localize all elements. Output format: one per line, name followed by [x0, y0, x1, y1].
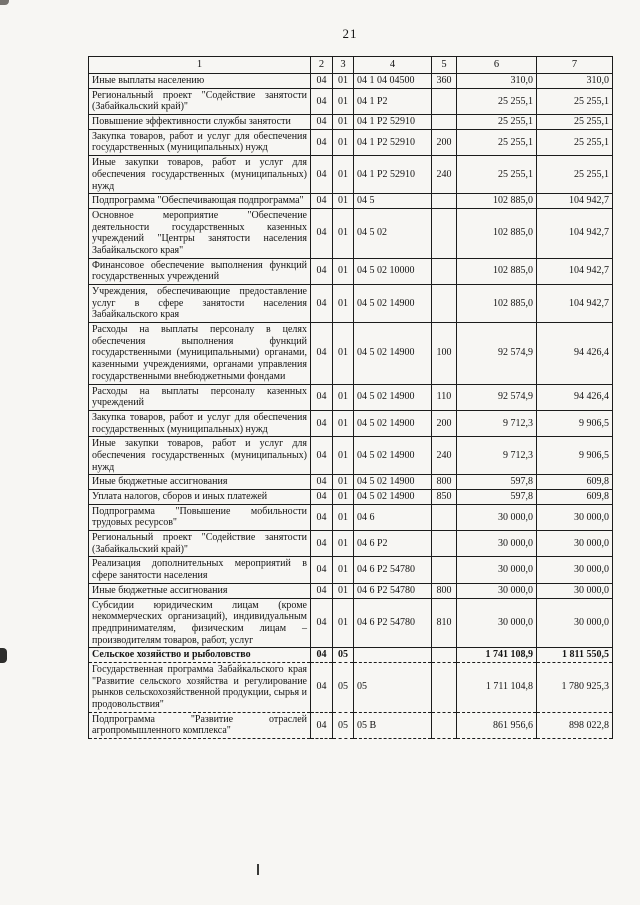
scan-artifact — [257, 864, 259, 875]
column-header: 7 — [537, 57, 613, 74]
cell-expense-type — [432, 285, 457, 323]
cell-expense-type: 360 — [432, 74, 457, 89]
cell-subsection: 01 — [333, 531, 354, 557]
cell-amount-year2: 9 906,5 — [537, 410, 613, 436]
cell-expense-type — [432, 662, 457, 712]
table-row — [89, 115, 613, 130]
cell-expense-type — [432, 208, 457, 258]
cell-amount-year1: 1 741 108,9 — [457, 648, 537, 663]
cell-section: 04 — [311, 88, 333, 114]
cell-subsection: 05 — [333, 662, 354, 712]
table-row — [89, 323, 613, 384]
cell-expense-type — [432, 194, 457, 209]
cell-subsection: 01 — [333, 598, 354, 648]
cell-section: 04 — [311, 115, 333, 130]
column-header: 4 — [354, 57, 432, 74]
cell-section: 04 — [311, 74, 333, 89]
cell-expense-type: 200 — [432, 410, 457, 436]
cell-amount-year2: 9 906,5 — [537, 437, 613, 475]
cell-expense-type: 110 — [432, 384, 457, 410]
cell-expense-type — [432, 115, 457, 130]
cell-name: Иные бюджетные ассигнования — [89, 475, 311, 490]
table-row — [89, 598, 613, 648]
table-row — [89, 258, 613, 284]
table-header-row — [89, 57, 613, 74]
cell-expense-type: 240 — [432, 156, 457, 194]
cell-amount-year1: 30 000,0 — [457, 504, 537, 530]
cell-section: 04 — [311, 208, 333, 258]
page-number: 21 — [342, 26, 358, 41]
cell-section: 04 — [311, 194, 333, 209]
cell-section: 04 — [311, 583, 333, 598]
column-header: 6 — [457, 57, 537, 74]
cell-target-code: 04 6 Р2 — [354, 531, 432, 557]
cell-amount-year1: 861 956,6 — [457, 712, 537, 738]
cell-target-code: 04 1 Р2 — [354, 88, 432, 114]
cell-subsection: 01 — [333, 504, 354, 530]
cell-section: 04 — [311, 557, 333, 583]
cell-expense-type — [432, 712, 457, 738]
cell-name: Расходы на выплаты персоналу в целях обеспечения выполнения функций государственными (муниципальными) органами, казенными учреждениями, органами управления государственными внебюджетными фондами — [89, 323, 311, 384]
table-row — [89, 557, 613, 583]
cell-subsection: 01 — [333, 323, 354, 384]
cell-amount-year1: 9 712,3 — [457, 437, 537, 475]
cell-name: Финансовое обеспечение выполнения функций государственных учреждений — [89, 258, 311, 284]
cell-target-code: 04 5 02 10000 — [354, 258, 432, 284]
cell-expense-type: 800 — [432, 583, 457, 598]
cell-target-code — [354, 648, 432, 663]
cell-name: Уплата налогов, сборов и иных платежей — [89, 490, 311, 505]
cell-subsection: 01 — [333, 583, 354, 598]
cell-expense-type: 100 — [432, 323, 457, 384]
table-row — [89, 285, 613, 323]
cell-expense-type — [432, 557, 457, 583]
cell-amount-year1: 92 574,9 — [457, 384, 537, 410]
cell-section: 04 — [311, 504, 333, 530]
table-row — [89, 74, 613, 89]
table-row — [89, 156, 613, 194]
cell-section: 04 — [311, 712, 333, 738]
cell-amount-year1: 102 885,0 — [457, 285, 537, 323]
cell-expense-type: 810 — [432, 598, 457, 648]
cell-subsection: 01 — [333, 437, 354, 475]
cell-section: 04 — [311, 437, 333, 475]
scan-artifact — [0, 0, 9, 5]
table-row — [89, 662, 613, 712]
cell-expense-type — [432, 88, 457, 114]
cell-amount-year2: 25 255,1 — [537, 88, 613, 114]
cell-target-code: 04 5 02 14900 — [354, 285, 432, 323]
cell-amount-year2: 25 255,1 — [537, 115, 613, 130]
cell-section: 04 — [311, 490, 333, 505]
cell-amount-year1: 30 000,0 — [457, 598, 537, 648]
cell-target-code: 04 5 — [354, 194, 432, 209]
cell-subsection: 01 — [333, 88, 354, 114]
table-row — [89, 208, 613, 258]
cell-name: Иные закупки товаров, работ и услуг для обеспечения государственных (муниципальных) нужд — [89, 437, 311, 475]
cell-name: Подпрограмма "Развитие отраслей агропромышленного комплекса" — [89, 712, 311, 738]
cell-expense-type: 850 — [432, 490, 457, 505]
table-row — [89, 583, 613, 598]
cell-expense-type: 240 — [432, 437, 457, 475]
cell-amount-year2: 104 942,7 — [537, 194, 613, 209]
cell-subsection: 01 — [333, 258, 354, 284]
scan-artifact — [0, 648, 7, 663]
cell-amount-year2: 1 780 925,3 — [537, 662, 613, 712]
cell-section: 04 — [311, 648, 333, 663]
cell-subsection: 01 — [333, 74, 354, 89]
cell-amount-year1: 25 255,1 — [457, 88, 537, 114]
cell-amount-year2: 104 942,7 — [537, 258, 613, 284]
cell-name: Учреждения, обеспечивающие предоставление услуг в сфере занятости населения Забайкальского края — [89, 285, 311, 323]
cell-amount-year1: 30 000,0 — [457, 531, 537, 557]
cell-name: Повышение эффективности службы занятости — [89, 115, 311, 130]
cell-subsection: 01 — [333, 156, 354, 194]
cell-name: Подпрограмма "Повышение мобильности трудовых ресурсов" — [89, 504, 311, 530]
cell-name: Закупка товаров, работ и услуг для обеспечения государственных (муниципальных) нужд — [89, 410, 311, 436]
cell-name: Иные бюджетные ассигнования — [89, 583, 311, 598]
cell-subsection: 01 — [333, 384, 354, 410]
cell-target-code: 04 6 Р2 54780 — [354, 583, 432, 598]
table-row — [89, 504, 613, 530]
cell-target-code: 04 5 02 14900 — [354, 475, 432, 490]
cell-amount-year1: 102 885,0 — [457, 258, 537, 284]
cell-amount-year1: 102 885,0 — [457, 194, 537, 209]
cell-amount-year2: 1 811 550,5 — [537, 648, 613, 663]
cell-amount-year1: 92 574,9 — [457, 323, 537, 384]
cell-name: Закупка товаров, работ и услуг для обеспечения государственных (муниципальных) нужд — [89, 129, 311, 155]
cell-subsection: 01 — [333, 129, 354, 155]
cell-amount-year2: 104 942,7 — [537, 285, 613, 323]
column-header: 1 — [89, 57, 311, 74]
cell-amount-year2: 310,0 — [537, 74, 613, 89]
cell-expense-type — [432, 531, 457, 557]
cell-section: 04 — [311, 285, 333, 323]
cell-subsection: 01 — [333, 115, 354, 130]
cell-expense-type: 800 — [432, 475, 457, 490]
cell-subsection: 01 — [333, 475, 354, 490]
cell-target-code: 04 5 02 — [354, 208, 432, 258]
cell-name: Основное мероприятие "Обеспечение деятельности государственных казенных учреждений "Центры занятости населения Забайкальского края" — [89, 208, 311, 258]
cell-amount-year2: 30 000,0 — [537, 557, 613, 583]
cell-target-code: 04 5 02 14900 — [354, 490, 432, 505]
table-row — [89, 88, 613, 114]
cell-section: 04 — [311, 129, 333, 155]
cell-subsection: 05 — [333, 712, 354, 738]
cell-amount-year2: 30 000,0 — [537, 531, 613, 557]
cell-amount-year2: 609,8 — [537, 475, 613, 490]
cell-expense-type — [432, 504, 457, 530]
cell-amount-year2: 25 255,1 — [537, 129, 613, 155]
table-row — [89, 531, 613, 557]
cell-name: Государственная программа Забайкальского края "Развитие сельского хозяйства и регулирование рынков сельскохозяйственной продукции, сырья и продовольствия" — [89, 662, 311, 712]
cell-amount-year2: 30 000,0 — [537, 583, 613, 598]
cell-target-code: 05 — [354, 662, 432, 712]
budget-table — [88, 56, 613, 739]
cell-section: 04 — [311, 384, 333, 410]
cell-amount-year2: 30 000,0 — [537, 504, 613, 530]
table-row — [89, 129, 613, 155]
cell-amount-year1: 310,0 — [457, 74, 537, 89]
cell-amount-year2: 94 426,4 — [537, 384, 613, 410]
cell-amount-year2: 30 000,0 — [537, 598, 613, 648]
column-header: 3 — [333, 57, 354, 74]
cell-name: Реализация дополнительных мероприятий в сфере занятости населения — [89, 557, 311, 583]
cell-amount-year2: 25 255,1 — [537, 156, 613, 194]
cell-section: 04 — [311, 323, 333, 384]
cell-target-code: 04 1 Р2 52910 — [354, 156, 432, 194]
cell-section: 04 — [311, 531, 333, 557]
cell-section: 04 — [311, 156, 333, 194]
cell-name: Региональный проект "Содействие занятости (Забайкальский край)" — [89, 531, 311, 557]
cell-subsection: 01 — [333, 557, 354, 583]
cell-name: Региональный проект "Содействие занятости (Забайкальский край)" — [89, 88, 311, 114]
cell-subsection: 01 — [333, 490, 354, 505]
cell-section: 04 — [311, 475, 333, 490]
column-header: 2 — [311, 57, 333, 74]
table-row — [89, 712, 613, 738]
cell-amount-year1: 25 255,1 — [457, 115, 537, 130]
cell-amount-year1: 25 255,1 — [457, 156, 537, 194]
cell-amount-year1: 9 712,3 — [457, 410, 537, 436]
cell-amount-year2: 609,8 — [537, 490, 613, 505]
cell-subsection: 01 — [333, 285, 354, 323]
table-row — [89, 475, 613, 490]
table-row — [89, 437, 613, 475]
cell-name: Субсидии юридическим лицам (кроме некоммерческих организаций), индивидуальным предпринимателям, физическим лицам – производителям товаров, работ, услуг — [89, 598, 311, 648]
cell-amount-year1: 597,8 — [457, 475, 537, 490]
cell-target-code: 04 6 Р2 54780 — [354, 557, 432, 583]
cell-amount-year1: 597,8 — [457, 490, 537, 505]
table-row — [89, 410, 613, 436]
cell-target-code: 04 5 02 14900 — [354, 323, 432, 384]
cell-subsection: 01 — [333, 208, 354, 258]
table-row — [89, 648, 613, 663]
cell-name: Иные закупки товаров, работ и услуг для обеспечения государственных (муниципальных) нужд — [89, 156, 311, 194]
cell-expense-type — [432, 648, 457, 663]
cell-name: Иные выплаты населению — [89, 74, 311, 89]
cell-amount-year2: 898 022,8 — [537, 712, 613, 738]
cell-target-code: 04 6 — [354, 504, 432, 530]
table-row — [89, 490, 613, 505]
cell-target-code: 04 1 04 04500 — [354, 74, 432, 89]
cell-amount-year1: 1 711 104,8 — [457, 662, 537, 712]
table-row — [89, 194, 613, 209]
cell-subsection: 01 — [333, 194, 354, 209]
cell-target-code: 04 6 Р2 54780 — [354, 598, 432, 648]
cell-target-code: 04 1 Р2 52910 — [354, 115, 432, 130]
cell-target-code: 04 5 02 14900 — [354, 410, 432, 436]
cell-amount-year1: 25 255,1 — [457, 129, 537, 155]
cell-subsection: 05 — [333, 648, 354, 663]
cell-section: 04 — [311, 258, 333, 284]
cell-name: Подпрограмма "Обеспечивающая подпрограмма" — [89, 194, 311, 209]
column-header: 5 — [432, 57, 457, 74]
cell-amount-year2: 94 426,4 — [537, 323, 613, 384]
cell-target-code: 04 1 Р2 52910 — [354, 129, 432, 155]
cell-name: Расходы на выплаты персоналу казенных учреждений — [89, 384, 311, 410]
cell-amount-year2: 104 942,7 — [537, 208, 613, 258]
table-row — [89, 384, 613, 410]
cell-section: 04 — [311, 598, 333, 648]
cell-amount-year1: 30 000,0 — [457, 557, 537, 583]
cell-amount-year1: 30 000,0 — [457, 583, 537, 598]
cell-target-code: 04 5 02 14900 — [354, 384, 432, 410]
cell-expense-type — [432, 258, 457, 284]
cell-expense-type: 200 — [432, 129, 457, 155]
cell-name: Сельское хозяйство и рыболовство — [89, 648, 311, 663]
cell-section: 04 — [311, 410, 333, 436]
cell-section: 04 — [311, 662, 333, 712]
cell-target-code: 04 5 02 14900 — [354, 437, 432, 475]
cell-amount-year1: 102 885,0 — [457, 208, 537, 258]
cell-subsection: 01 — [333, 410, 354, 436]
cell-target-code: 05 В — [354, 712, 432, 738]
